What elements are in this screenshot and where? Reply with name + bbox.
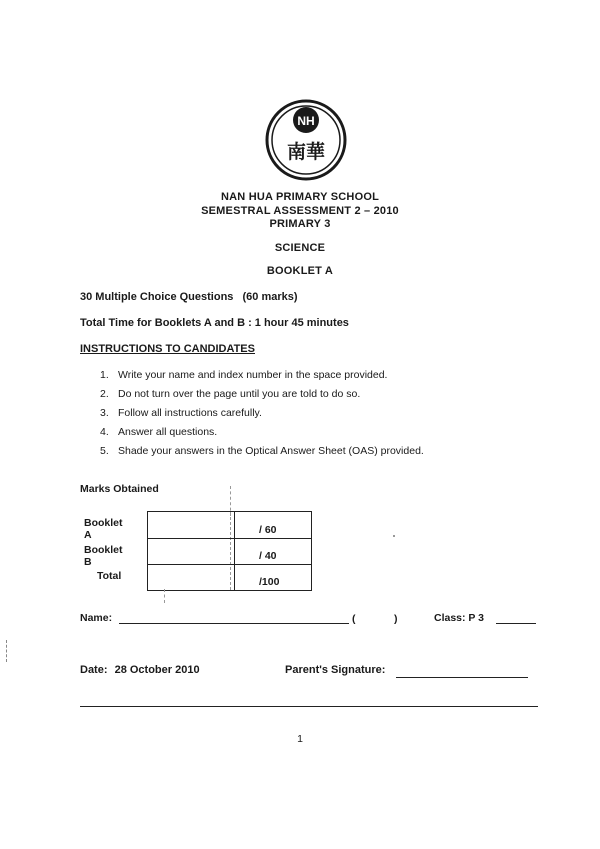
index-paren-open: ( <box>352 613 356 625</box>
marks-row-label: Booklet A <box>84 517 123 541</box>
signature-label: Parent's Signature: <box>285 664 386 676</box>
logo-chinese: 南華 <box>286 141 326 163</box>
logo-monogram: NH <box>297 114 315 128</box>
questions-count: 30 Multiple Choice Questions <box>80 291 234 303</box>
marks-grid <box>147 511 312 591</box>
date-label: Date: <box>80 664 108 676</box>
date-value: 28 October 2010 <box>114 664 200 676</box>
instruction-item: 5. Shade your answers in the Optical Answer Sheet (OAS) provided. <box>100 445 424 457</box>
date-line <box>80 664 200 676</box>
marks-cell-value: / 40 <box>259 550 277 562</box>
instruction-item: 1. Write your name and index number in the space provided. <box>100 369 388 381</box>
name-field-line[interactable] <box>119 623 349 624</box>
marks-row-label: Total <box>97 570 122 582</box>
footer-rule <box>80 706 538 707</box>
level-title: PRIMARY 3 <box>269 218 331 230</box>
questions-line <box>80 291 298 303</box>
booklet-title: BOOKLET A <box>266 265 334 277</box>
index-paren-close: ) <box>394 613 398 625</box>
signature-field-line[interactable] <box>396 677 528 678</box>
marks-cell-value: /100 <box>259 576 280 588</box>
instruction-item: 4. Answer all questions. <box>100 426 218 438</box>
name-label: Name: <box>80 612 113 624</box>
assessment-title: SEMESTRAL ASSESSMENT 2 – 2010 <box>201 205 399 217</box>
time-line: Total Time for Booklets A and B : 1 hour 45 minutes <box>80 317 349 329</box>
scan-artifact <box>393 535 395 537</box>
subject-title: SCIENCE <box>274 242 326 254</box>
instructions-heading: INSTRUCTIONS TO CANDIDATES <box>80 343 255 355</box>
marks-row-label: Booklet B <box>84 544 123 568</box>
total-marks: (60 marks) <box>242 291 298 303</box>
marks-cell-value: / 60 <box>259 524 277 536</box>
school-name: NAN HUA PRIMARY SCHOOL <box>221 191 379 203</box>
instruction-item: 3. Follow all instructions carefully. <box>100 407 262 419</box>
page-number: 1 <box>297 733 303 745</box>
marks-obtained-title: Marks Obtained <box>80 483 159 495</box>
scan-artifact <box>6 640 8 662</box>
school-logo <box>264 98 348 182</box>
instruction-item: 2. Do not turn over the page until you are told to do so. <box>100 388 361 400</box>
instructions-list <box>100 368 424 463</box>
class-field-line[interactable] <box>496 623 536 624</box>
class-label: Class: P 3 <box>434 612 485 624</box>
